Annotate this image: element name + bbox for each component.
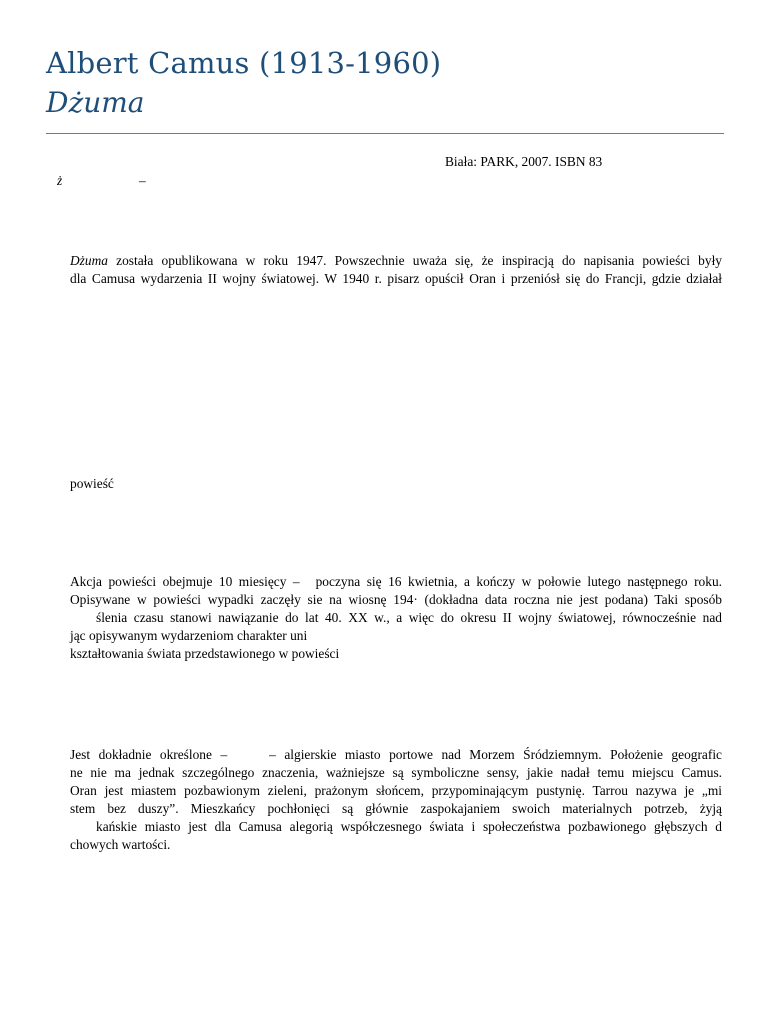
paragraph-line <box>70 746 722 764</box>
paragraph-text: Jest dokładnie określone – <box>70 747 228 762</box>
paragraph-line: ne nie ma jednak szczególnego znaczenia, ważniejsze są symboliczne sensy, jakie nadał temu miejscu Camus. <box>70 765 722 780</box>
fragment-z: ż <box>57 173 63 188</box>
paragraph-line <box>70 573 722 591</box>
paragraph-line: kańskie miasto jest dla Camusa alegorią współczesnego świata i społeczeństwa pozbawionego głębszych d <box>96 819 722 834</box>
italic-title: Dżuma <box>70 253 108 268</box>
paragraph-line: ślenia czasu stanowi nawiązanie do lat 40. XX w., a więc do okresu II wojny światowej, równocześnie nad <box>96 610 722 625</box>
paragraph-line: dla Camusa wydarzenia II wojny światowej. W 1940 r. pisarz opuścił Oran i przeniósł się do Francji, gdzie działał <box>70 271 722 286</box>
fragment-dash: – <box>139 173 146 188</box>
fragment-powiesc: powieść <box>70 476 114 491</box>
paragraph-publication <box>70 252 722 288</box>
paragraph-line <box>70 252 722 270</box>
paragraph-line: Opisywane w powieści wypadki zaczęły sie na wiosnę 194· (dokładna data roczna nie jest podana) Taki sposób <box>70 592 722 607</box>
work-title: Dżuma <box>46 86 145 119</box>
author-heading: Albert Camus (1913-1960) <box>46 46 442 80</box>
paragraph-line: chowych wartości. <box>70 837 171 852</box>
paragraph-line: kształtowania świata przedstawionego w powieści <box>70 646 340 661</box>
paragraph-text: została opublikowana w roku 1947. Powszechnie uważa się, że inspiracją do napisania powieści były <box>107 253 722 268</box>
paragraph-text: Akcja powieści obejmuje 10 miesięcy – <box>70 574 300 589</box>
document-title-block <box>46 44 726 122</box>
paragraph-setting <box>70 746 722 854</box>
paragraph-action <box>70 573 722 663</box>
paragraph-text: – algierskie miasto portowe nad Morzem Śródziemnym. Położenie geografic <box>269 747 722 762</box>
paragraph-text: poczyna się 16 kwietnia, a kończy w połowie lutego następnego roku. <box>315 574 722 589</box>
bibliography-publisher: Biała: PARK, 2007. ISBN 83 <box>445 154 603 169</box>
paragraph-line: jąc opisywanym wydarzeniom charakter uni <box>70 628 308 643</box>
paragraph-line: Oran jest miastem pozbawionym zieleni, prażonym słońcem, przypominającym pustynię. Tarrou nazywa je „mi <box>70 783 722 798</box>
title-divider <box>46 133 724 134</box>
paragraph-line: stem bez duszy”. Mieszkańcy pochłonięci są głównie zaspokajaniem swoich materialnych potrzeb, żyją <box>70 801 722 816</box>
